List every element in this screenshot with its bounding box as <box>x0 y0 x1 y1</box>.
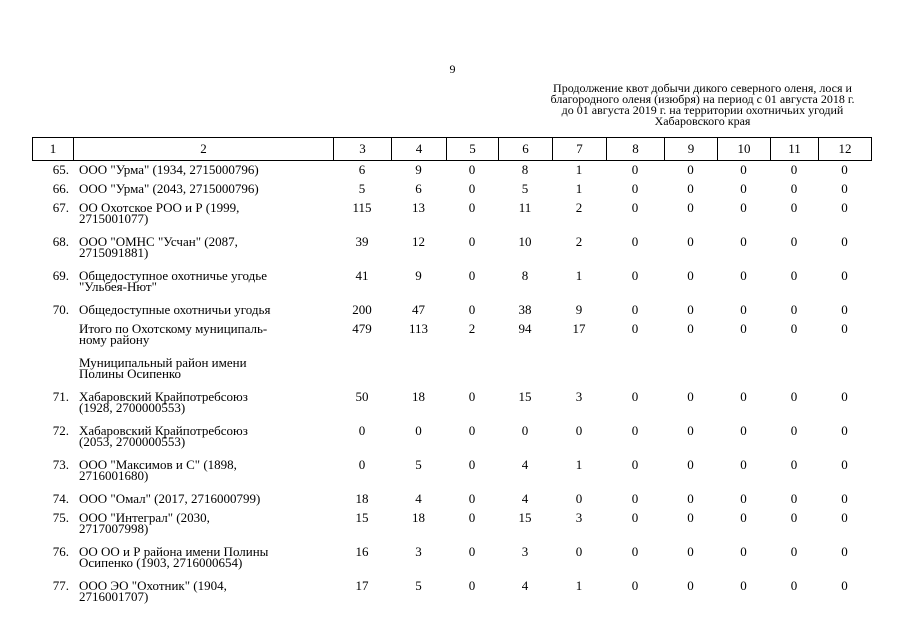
hunting-ground-name <box>73 268 333 302</box>
row-number: 74. <box>52 491 69 506</box>
quota-value: 0 <box>790 200 798 215</box>
row-number: 75. <box>52 510 69 525</box>
quota-value: 0 <box>687 181 694 196</box>
column-header: 10 <box>718 138 771 161</box>
quota-value: 0 <box>687 544 694 559</box>
quota-value: 4 <box>521 491 529 506</box>
quota-value: 0 <box>631 457 639 472</box>
hunting-ground-name <box>73 200 333 234</box>
quota-value: 0 <box>790 389 798 404</box>
hunting-ground-name <box>73 234 333 268</box>
quota-value: 6 <box>358 162 366 177</box>
quota-value: 1 <box>575 268 583 283</box>
quota-value: 0 <box>687 200 694 215</box>
quota-value: 0 <box>841 491 848 506</box>
hunting-ground-name <box>73 423 333 457</box>
quota-value: 0 <box>790 510 798 525</box>
name-line: Хабаровский Крайпотребсоюз <box>79 423 248 438</box>
quota-value: 94 <box>518 321 532 336</box>
quota-value: 0 <box>740 457 747 472</box>
name-line: Итого по Охотскому муниципаль- <box>79 321 268 336</box>
caption-line: Продолжение квот добычи дикого северного оленя, лося и <box>553 81 852 95</box>
quota-value: 0 <box>575 544 583 559</box>
quota-value: 0 <box>740 423 747 438</box>
quota-value: 4 <box>521 578 529 593</box>
quota-value <box>770 355 818 389</box>
quota-value: 0 <box>841 268 848 283</box>
quota-value: 2 <box>575 200 583 215</box>
quota-value: 0 <box>687 389 694 404</box>
quota-value: 0 <box>521 423 529 438</box>
quota-value <box>606 355 664 389</box>
row-number: 76. <box>52 544 69 559</box>
quota-value: 3 <box>575 510 583 525</box>
table-row <box>32 578 871 612</box>
column-header: 7 <box>553 138 607 161</box>
quota-value: 5 <box>415 457 422 472</box>
table-row <box>32 181 871 200</box>
table-row <box>32 302 871 321</box>
column-header: 5 <box>447 138 499 161</box>
column-header: 1 <box>33 138 74 161</box>
quota-value: 0 <box>468 423 476 438</box>
row-number: 72. <box>52 423 69 438</box>
quota-value: 11 <box>518 200 532 215</box>
table-row <box>32 491 871 510</box>
hunting-ground-name <box>73 389 333 423</box>
caption-line: Хабаровского края <box>654 114 751 128</box>
row-number: 77. <box>52 578 69 593</box>
name-line: Муниципальный район имени <box>79 355 247 370</box>
quota-value: 0 <box>687 491 694 506</box>
name-line: ООО ЭО "Охотник" (1904, <box>79 578 227 593</box>
quota-value: 0 <box>468 544 476 559</box>
quota-value: 0 <box>790 162 798 177</box>
quota-value: 0 <box>740 268 747 283</box>
quota-value: 0 <box>631 510 639 525</box>
table-caption <box>525 83 880 127</box>
quota-value: 15 <box>355 510 369 525</box>
row-number: 73. <box>52 457 69 472</box>
quota-value: 115 <box>352 200 372 215</box>
quota-value: 0 <box>790 321 798 336</box>
name-line: Общедоступные охотничьи угодья <box>79 302 271 317</box>
quota-value: 1 <box>575 457 583 472</box>
quota-value: 200 <box>352 302 372 317</box>
quota-value: 0 <box>468 162 476 177</box>
quota-value: 4 <box>415 491 422 506</box>
quota-value: 0 <box>687 162 694 177</box>
quota-value: 0 <box>468 457 476 472</box>
column-header: 9 <box>665 138 718 161</box>
quota-value: 0 <box>740 510 747 525</box>
hunting-ground-name <box>73 544 333 578</box>
quota-value: 0 <box>841 200 848 215</box>
quota-value: 38 <box>518 302 532 317</box>
quota-value: 0 <box>790 491 798 506</box>
hunting-ground-name <box>73 162 333 181</box>
quota-value: 0 <box>687 457 694 472</box>
table-row <box>32 510 871 544</box>
table-row <box>32 234 871 268</box>
quota-value: 18 <box>412 389 425 404</box>
quota-value: 0 <box>631 321 639 336</box>
name-line: ному району <box>79 332 150 347</box>
quota-value: 0 <box>841 544 848 559</box>
quota-value: 0 <box>740 181 747 196</box>
table-row <box>32 423 871 457</box>
quota-value: 0 <box>631 544 639 559</box>
quota-value: 5 <box>358 181 366 196</box>
name-line: 2715001077) <box>79 211 149 226</box>
quota-value <box>552 355 606 389</box>
column-header: 2 <box>74 138 334 161</box>
quota-value: 9 <box>415 268 422 283</box>
hunting-ground-name <box>73 302 333 321</box>
hunting-ground-name <box>73 321 333 355</box>
row-number <box>32 321 73 355</box>
name-line: "Ульбея-Нют" <box>79 279 157 294</box>
quota-value: 0 <box>575 423 583 438</box>
quota-value: 0 <box>687 302 694 317</box>
name-line: 2716001707) <box>79 589 149 604</box>
quota-value: 0 <box>687 510 694 525</box>
quota-value: 0 <box>687 321 694 336</box>
row-number: 67. <box>52 200 69 215</box>
quota-value <box>446 355 498 389</box>
name-line: ООО "Максимов и С" (1898, <box>79 457 237 472</box>
quota-value: 16 <box>355 544 369 559</box>
quota-value: 1 <box>575 162 583 177</box>
column-header: 12 <box>819 138 872 161</box>
quota-value: 0 <box>841 234 848 249</box>
quota-value: 0 <box>468 578 476 593</box>
quota-value: 0 <box>468 302 476 317</box>
quota-value: 0 <box>358 423 366 438</box>
quota-value: 0 <box>790 181 798 196</box>
quota-value: 0 <box>468 234 476 249</box>
quota-value: 5 <box>521 181 529 196</box>
quota-value: 0 <box>841 302 848 317</box>
name-line: (2053, 2700000553) <box>79 434 186 449</box>
quota-value: 41 <box>355 268 369 283</box>
column-header: 8 <box>607 138 665 161</box>
table-row <box>32 200 871 234</box>
row-number: 71. <box>52 389 69 404</box>
quota-value: 0 <box>631 423 639 438</box>
quota-value: 0 <box>468 200 476 215</box>
quota-value: 0 <box>790 302 798 317</box>
name-line: Полины Осипенко <box>79 366 182 381</box>
name-line: Хабаровский Крайпотребсоюз <box>79 389 248 404</box>
quota-value: 479 <box>352 321 372 336</box>
name-line: 2715091881) <box>79 245 149 260</box>
quota-value: 0 <box>631 268 639 283</box>
quota-value: 50 <box>355 389 369 404</box>
quota-value: 4 <box>521 457 529 472</box>
quota-value: 0 <box>841 162 848 177</box>
quota-value: 0 <box>740 321 747 336</box>
quota-value <box>391 355 446 389</box>
quota-value: 0 <box>631 491 639 506</box>
table-row <box>32 162 871 181</box>
name-line: ООО "Урма" (1934, 2715000796) <box>79 162 259 177</box>
quota-value: 9 <box>415 162 422 177</box>
quota-value: 0 <box>841 181 848 196</box>
quota-value: 0 <box>687 423 694 438</box>
caption-line: до 01 августа 2019 г. на территории охотничьих угодий <box>561 103 844 117</box>
quota-value: 0 <box>841 578 848 593</box>
hunting-ground-name <box>73 578 333 612</box>
quota-value: 0 <box>790 457 798 472</box>
quota-value: 0 <box>841 423 848 438</box>
column-header-row <box>33 138 872 161</box>
quota-value: 0 <box>790 578 798 593</box>
hunting-ground-name <box>73 457 333 491</box>
quota-value: 39 <box>355 234 369 249</box>
table-row <box>32 457 871 491</box>
quota-value: 113 <box>408 321 429 336</box>
quota-value <box>498 355 552 389</box>
column-header: 3 <box>334 138 392 161</box>
quota-value: 0 <box>841 457 848 472</box>
quota-value: 0 <box>841 510 848 525</box>
row-number: 69. <box>52 268 69 283</box>
name-line: ООО "Интеграл" (2030, <box>79 510 210 525</box>
quota-value: 0 <box>790 423 798 438</box>
name-line: Осипенко (1903, 2716000654) <box>79 555 243 570</box>
quota-value: 0 <box>631 200 639 215</box>
quota-value: 2 <box>468 321 476 336</box>
quota-table <box>32 162 871 612</box>
quota-value: 0 <box>740 302 747 317</box>
table-row <box>32 321 871 355</box>
caption-line: благородного оленя (изюбря) на период с 01 августа 2018 г. <box>550 92 855 106</box>
name-line: 2717007998) <box>79 521 149 536</box>
quota-value: 8 <box>521 162 529 177</box>
quota-value: 1 <box>575 181 583 196</box>
quota-value: 0 <box>468 181 476 196</box>
row-number: 65. <box>52 162 69 177</box>
quota-value: 3 <box>415 544 422 559</box>
quota-value: 0 <box>841 389 848 404</box>
quota-value: 0 <box>740 200 747 215</box>
name-line: Общедоступное охотничье угодье <box>79 268 267 283</box>
quota-value <box>717 355 770 389</box>
quota-value: 0 <box>740 234 747 249</box>
quota-value: 47 <box>412 302 425 317</box>
page-number: 9 <box>449 62 456 76</box>
quota-value: 0 <box>687 234 694 249</box>
quota-value: 1 <box>575 578 583 593</box>
name-line: ООО "ОМНС "Усчан" (2087, <box>79 234 238 249</box>
row-number <box>32 355 73 389</box>
column-header: 4 <box>392 138 447 161</box>
name-line: (1928, 2700000553) <box>79 400 186 415</box>
quota-value: 0 <box>740 544 747 559</box>
quota-value: 0 <box>631 181 639 196</box>
quota-value: 0 <box>631 302 639 317</box>
quota-value: 0 <box>575 491 583 506</box>
hunting-ground-name <box>73 491 333 510</box>
quota-value: 17 <box>355 578 369 593</box>
name-line: 2716001680) <box>79 468 149 483</box>
quota-value: 3 <box>575 389 583 404</box>
quota-value: 0 <box>740 491 747 506</box>
name-line: ОО Охотское РОО и Р (1999, <box>79 200 240 215</box>
quota-value: 0 <box>687 578 694 593</box>
quota-value: 0 <box>468 268 476 283</box>
name-line: ООО "Омал" (2017, 2716000799) <box>79 491 261 506</box>
quota-value: 12 <box>412 234 425 249</box>
quota-value: 17 <box>572 321 586 336</box>
quota-value: 0 <box>841 321 848 336</box>
quota-value: 2 <box>575 234 583 249</box>
quota-value: 13 <box>412 200 425 215</box>
quota-value: 0 <box>468 491 476 506</box>
quota-value: 0 <box>740 578 747 593</box>
quota-value: 0 <box>468 389 476 404</box>
hunting-ground-name <box>73 181 333 200</box>
quota-value: 0 <box>631 162 639 177</box>
quota-value: 0 <box>740 162 747 177</box>
quota-value: 0 <box>687 268 694 283</box>
quota-value <box>818 355 871 389</box>
name-line: ОО ОО и Р района имени Полины <box>79 544 269 559</box>
table-row <box>32 268 871 302</box>
column-header: 6 <box>499 138 553 161</box>
column-header: 11 <box>771 138 819 161</box>
quota-value: 0 <box>358 457 366 472</box>
quota-value: 18 <box>355 491 369 506</box>
quota-value: 0 <box>790 268 798 283</box>
quota-value: 15 <box>518 389 532 404</box>
quota-value: 0 <box>468 510 476 525</box>
quota-value: 0 <box>631 389 639 404</box>
quota-value: 0 <box>631 234 639 249</box>
quota-value: 0 <box>415 423 422 438</box>
hunting-ground-name <box>73 355 333 389</box>
quota-value: 10 <box>518 234 532 249</box>
table-row <box>32 355 871 389</box>
column-header-table <box>32 137 872 161</box>
hunting-ground-name <box>73 510 333 544</box>
table-row <box>32 544 871 578</box>
quota-value: 15 <box>518 510 532 525</box>
quota-value: 3 <box>521 544 529 559</box>
quota-value: 5 <box>415 578 422 593</box>
quota-value: 0 <box>740 389 747 404</box>
quota-value: 18 <box>412 510 425 525</box>
row-number: 70. <box>52 302 69 317</box>
name-line: ООО "Урма" (2043, 2715000796) <box>79 181 259 196</box>
row-number: 66. <box>52 181 69 196</box>
quota-value: 0 <box>790 544 798 559</box>
table-row <box>32 389 871 423</box>
quota-value: 8 <box>521 268 529 283</box>
quota-value: 9 <box>575 302 583 317</box>
quota-value: 0 <box>631 578 639 593</box>
quota-value: 0 <box>790 234 798 249</box>
row-number: 68. <box>52 234 69 249</box>
quota-value <box>664 355 717 389</box>
quota-value: 6 <box>415 181 422 196</box>
quota-value <box>333 355 391 389</box>
